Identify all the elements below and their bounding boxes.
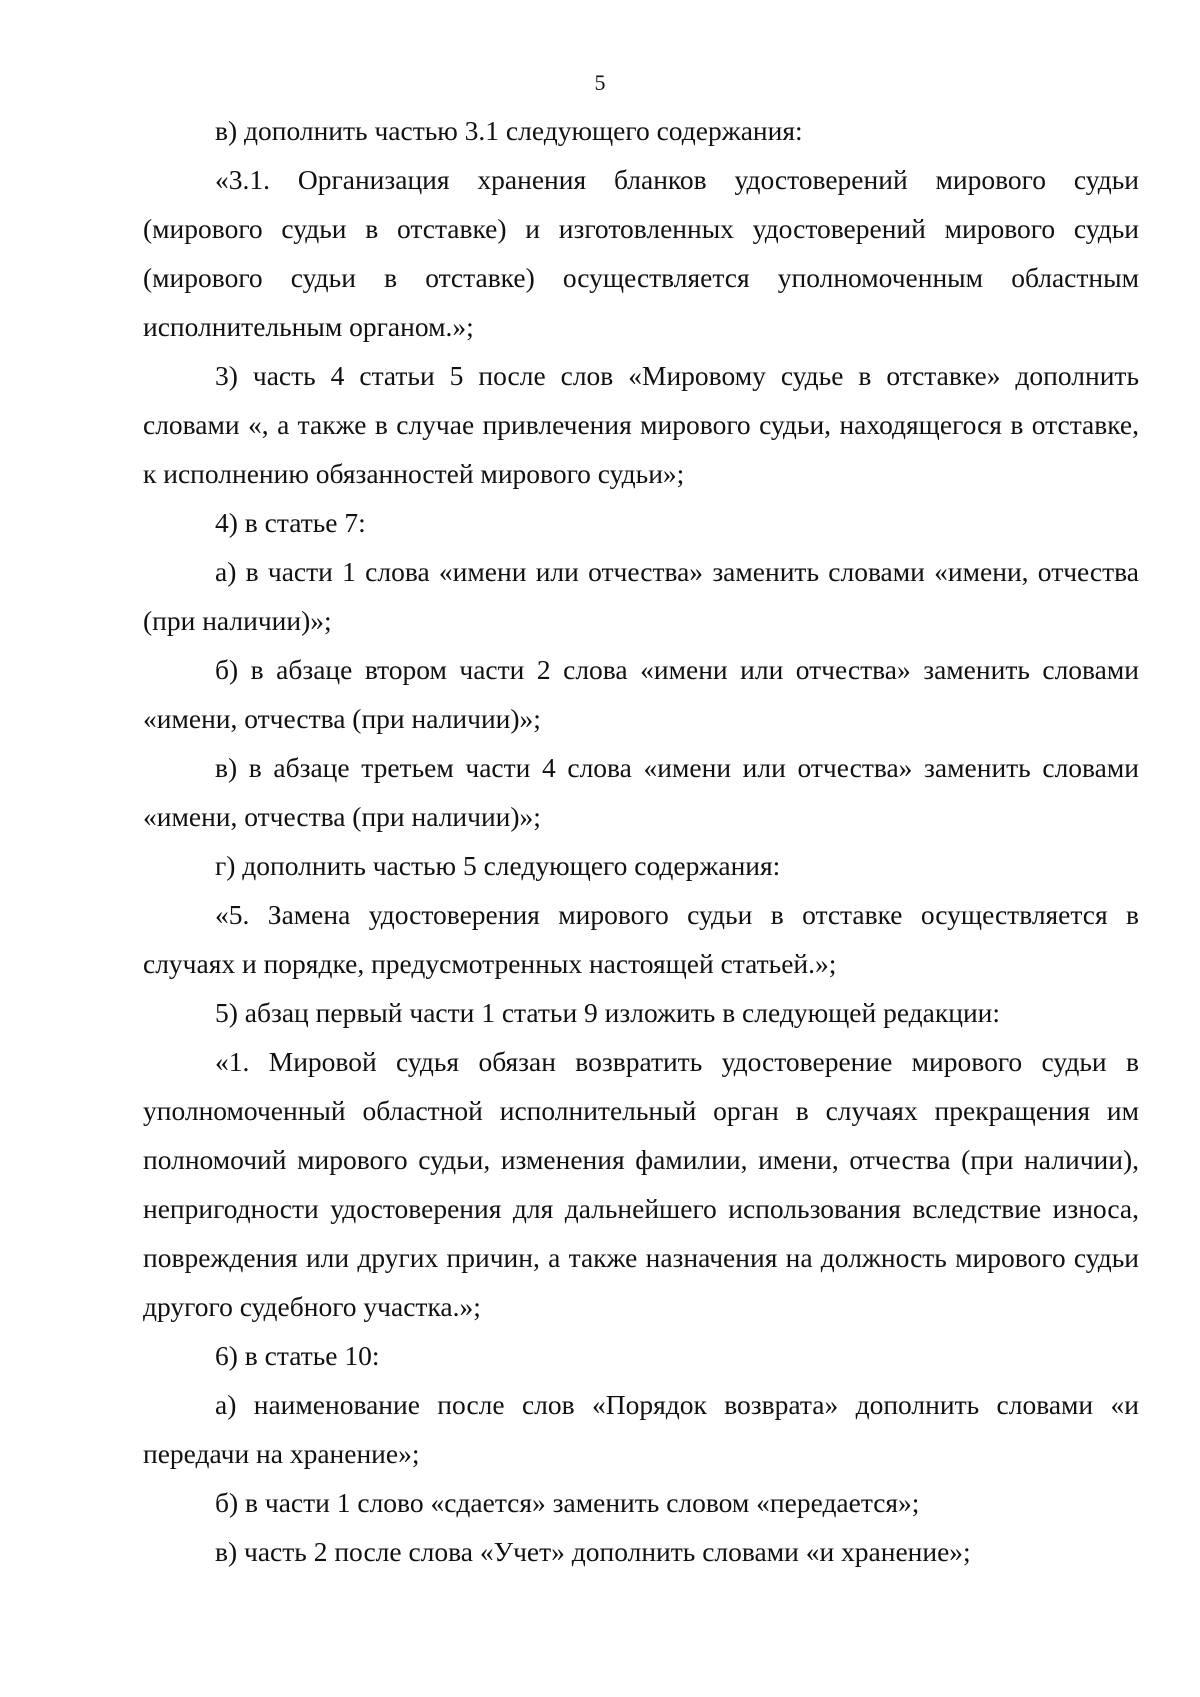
paragraph-item-6-v: в) часть 2 после слова «Учет» дополнить словами «и хранение»;: [215, 1536, 971, 1567]
paragraph-item-4-b: б) в абзаце втором части 2 слова «имени или отчества» заменить словами «имени, отчества (при наличии)»;: [143, 654, 1139, 734]
paragraph-item-3: 3) часть 4 статьи 5 после слов «Мировому судье в отставке» дополнить словами «, а также в случае привлечения мирового судьи, находящегося в отставке, к исполнению обязанностей мирового судьи»;: [143, 360, 1139, 489]
paragraph-item-6: 6) в статье 10:: [215, 1340, 380, 1371]
paragraph-quote-3-1: «3.1. Организация хранения бланков удостоверений мирового судьи (мирового судьи в отставке) и изготовленных удостоверений мирового судьи (мирового судьи в отставке) осуществляется уполномоченным областным исполнительным органом.»;: [143, 164, 1139, 342]
paragraph-item-5: 5) абзац первый части 1 статьи 9 изложить в следующей редакции:: [215, 997, 1001, 1028]
paragraph-item-6-b: б) в части 1 слово «сдается» заменить словом «передается»;: [215, 1487, 920, 1518]
paragraph-item-4-v: в) в абзаце третьем части 4 слова «имени или отчества» заменить словами «имени, отчества (при наличии)»;: [143, 752, 1139, 832]
paragraph-item-6-a: а) наименование после слов «Порядок возврата» дополнить словами «и передачи на хранение»;: [143, 1389, 1139, 1469]
paragraph-quote-1: «1. Мировой судья обязан возвратить удостоверение мирового судьи в уполномоченный областной исполнительный орган в случаях прекращения им полномочий мирового судьи, изменения фамилии, имени, отчества (при наличии), непригодности удостоверения для дальнейшего использования вследствие износа, повреждения или других причин, а также назначения на должность мирового судьи другого судебного участка.»;: [143, 1046, 1139, 1322]
document-body: [143, 106, 1139, 1576]
page-number: 5: [594, 70, 606, 95]
paragraph-item-4-a: а) в части 1 слова «имени или отчества» заменить словами «имени, отчества (при наличии)»;: [143, 556, 1139, 636]
paragraph-quote-5: «5. Замена удостоверения мирового судьи в отставке осуществляется в случаях и порядке, предусмотренных настоящей статьей.»;: [143, 899, 1139, 979]
paragraph-v-add-part-3-1: в) дополнить частью 3.1 следующего содержания:: [215, 115, 803, 146]
paragraph-item-4-g: г) дополнить частью 5 следующего содержания:: [215, 850, 781, 881]
paragraph-item-4: 4) в статье 7:: [215, 507, 366, 538]
